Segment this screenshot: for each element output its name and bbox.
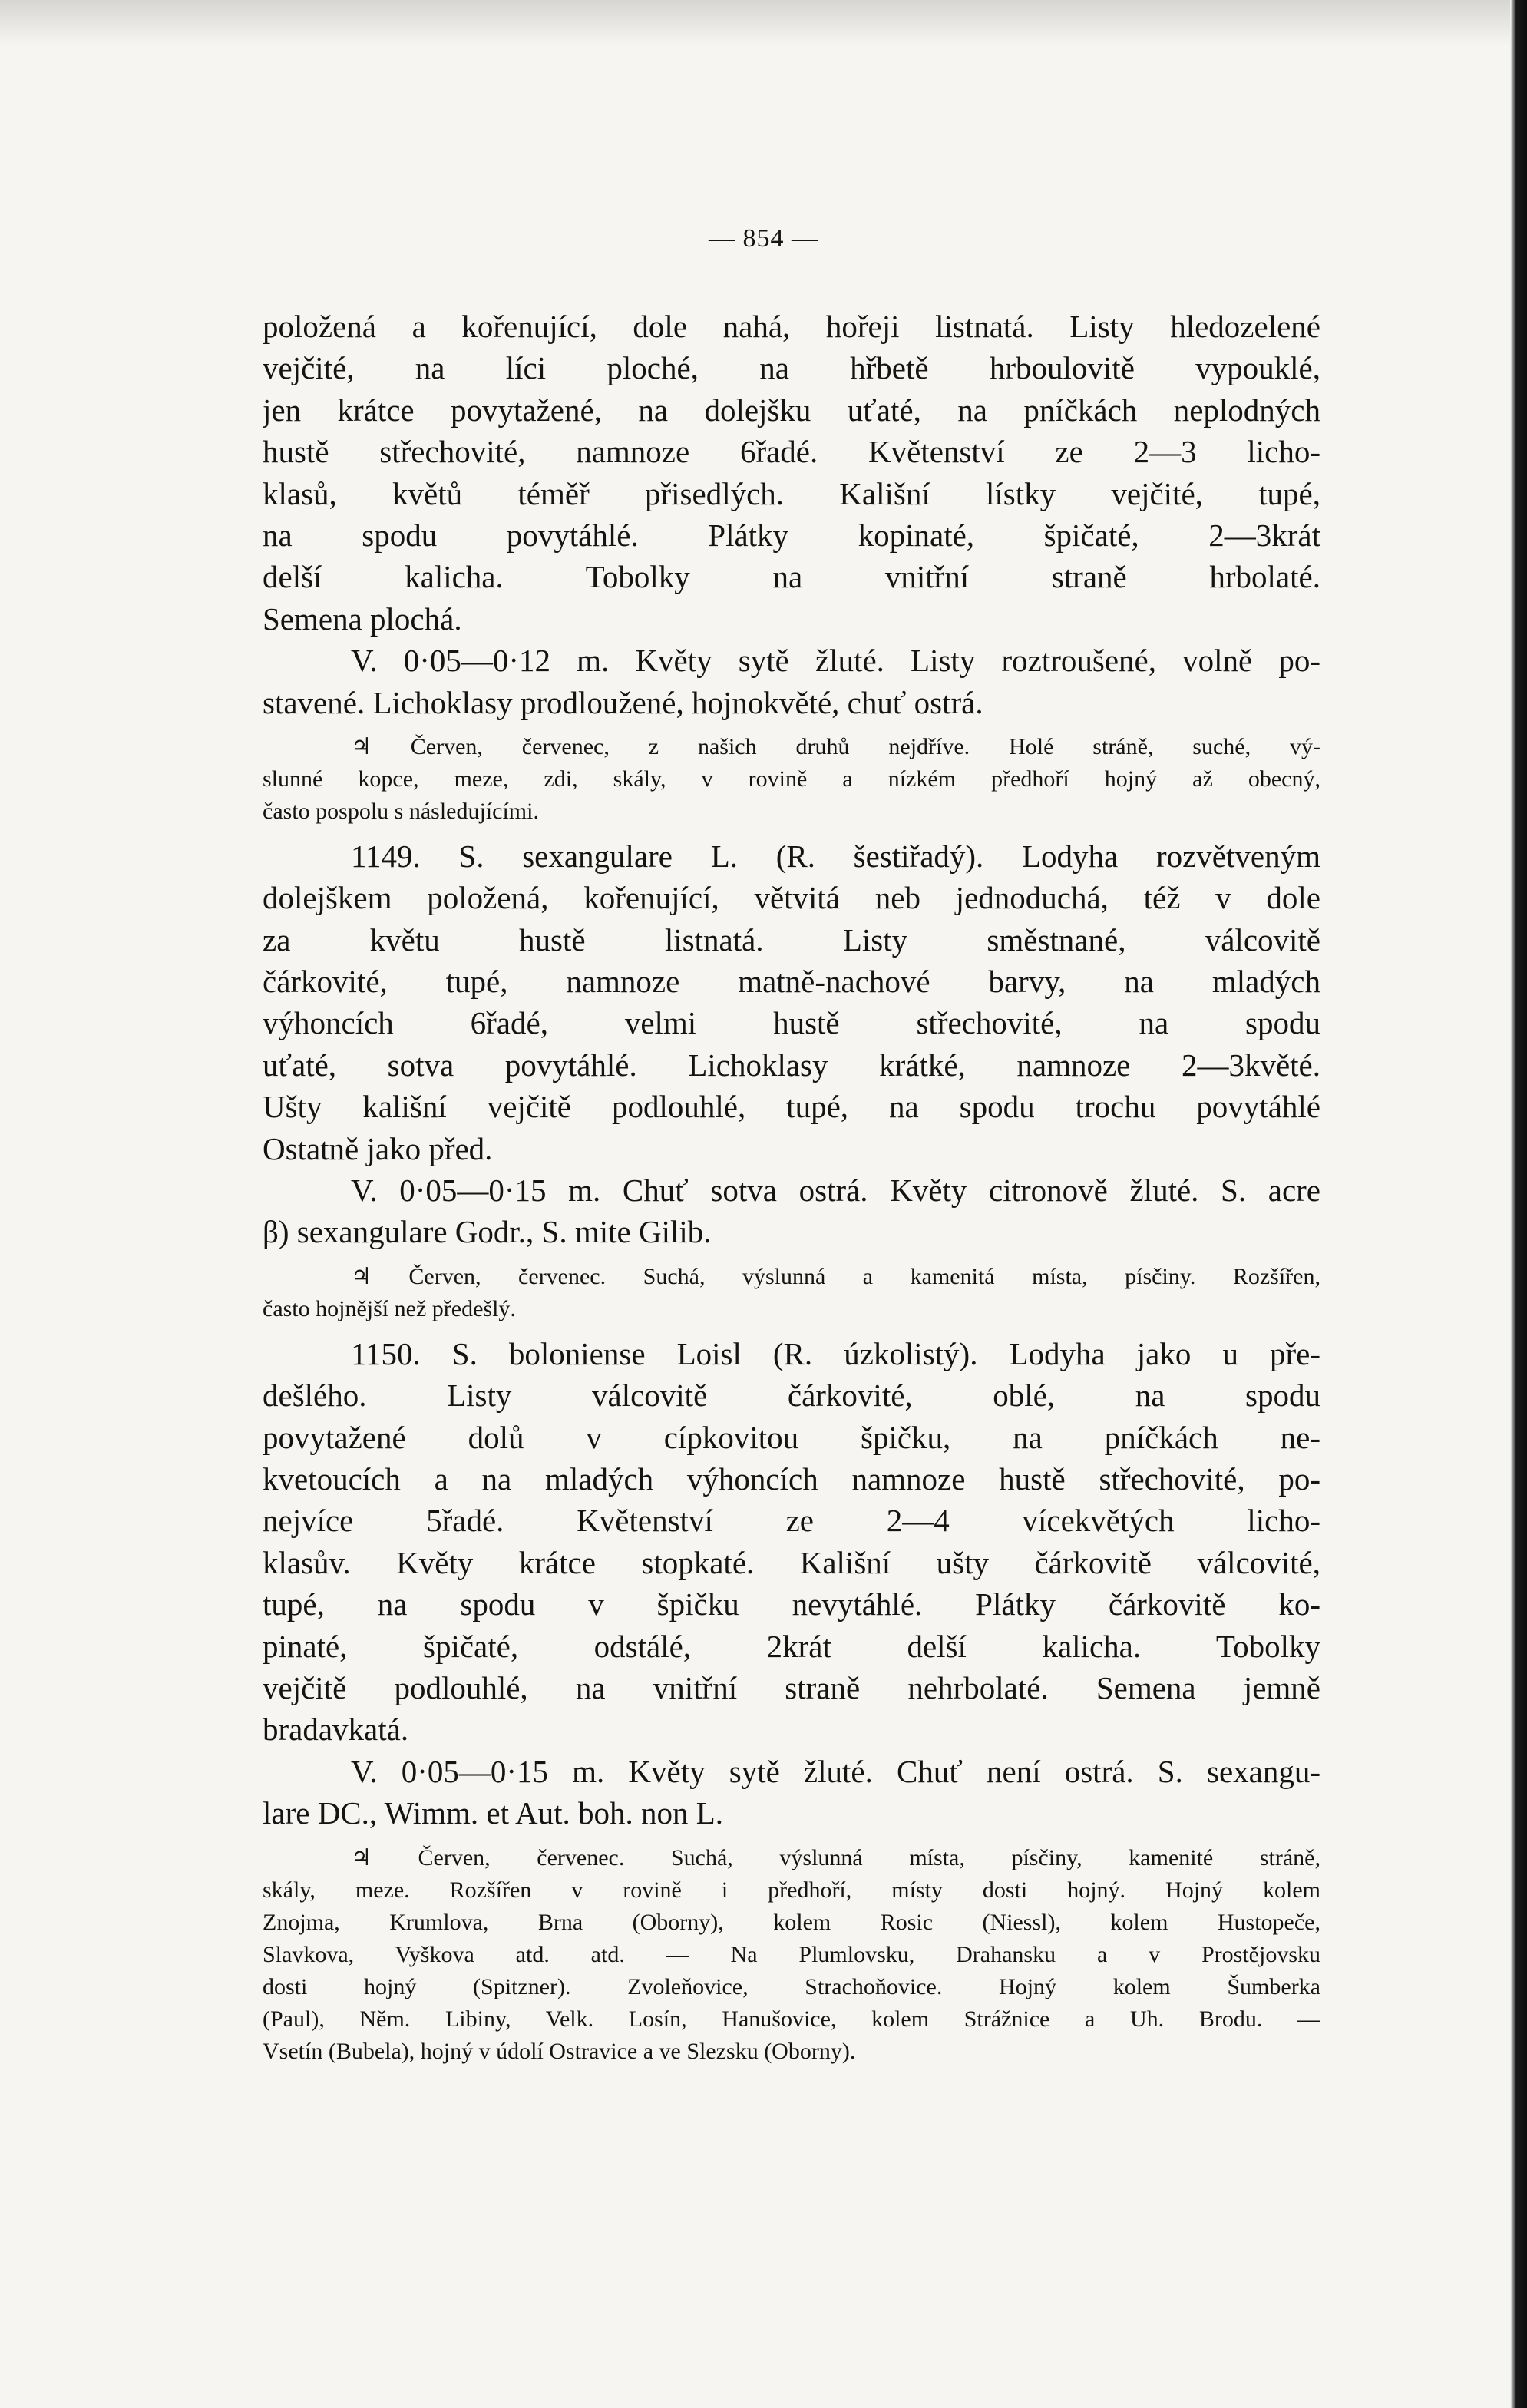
note-line: ♃ Červen, červenec. Suchá, výslunná místa, písčiny, kamenité stráně, — [351, 1844, 1320, 1871]
text-line: nejvíce 5řadé. Květenství ze 2—4 vícekvětých licho- — [263, 1503, 1320, 1539]
note-line: Znojma, Krumlova, Brna (Oborny), kolem Rosic (Niessl), kolem Hustopeče, — [263, 1909, 1320, 1935]
paragraph-gap — [263, 723, 1320, 731]
text-line: dešlého. Listy válcovitě čárkovité, oblé, na spodu — [263, 1378, 1320, 1414]
note-line: dosti hojný (Spitzner). Zvoleňovice, Strachoňovice. Hojný kolem Šumberka — [263, 1973, 1320, 2000]
text-line: povytažené dolů v cípkovitou špičku, na pníčkách ne- — [263, 1419, 1320, 1455]
text-line: Semena plochá. — [263, 600, 462, 637]
text-line: 1150. S. boloniense Loisl (R. úzkolistý). Lodyha jako u pře- — [351, 1335, 1320, 1371]
text-line: dolejškem položená, kořenující, větvitá neb jednoduchá, též v dole — [263, 880, 1320, 916]
text-line: jen krátce povytažené, na dolejšku uťaté, na pníčkách neplodných — [263, 392, 1320, 428]
note-line: Slavkova, Vyškova atd. atd. — Na Plumlovsku, Drahansku a v Prostějovsku — [263, 1941, 1320, 1967]
text-line: Ušty kališní vejčitě podlouhlé, tupé, na spodu trochu povytáhlé — [263, 1089, 1320, 1125]
text-line: pinaté, špičaté, odstálé, 2krát delší kalicha. Tobolky — [263, 1628, 1320, 1664]
text-line: vejčitě podlouhlé, na vnitřní straně nehrbolaté. Semena jemně — [263, 1669, 1320, 1705]
text-line: položená a kořenující, dole nahá, hořeji listnatá. Listy hledozelené — [263, 309, 1320, 344]
page-number: — 854 — — [709, 224, 818, 253]
text-line: V. 0·05—0·12 m. Květy sytě žluté. Listy roztroušené, volně po- — [351, 643, 1320, 679]
text-line: delší kalicha. Tobolky na vnitřní straně hrbolaté. — [263, 559, 1320, 595]
text-line: hustě střechovité, namnoze 6řadé. Květenství ze 2—3 licho- — [263, 434, 1320, 470]
note-line: slunné kopce, meze, zdi, skály, v rovině a nízkém předhoří hojný až obecný, — [263, 766, 1320, 792]
note-line: Vsetín (Bubela), hojný v údolí Ostravice a ve Slezsku (Oborny). — [263, 2038, 856, 2064]
text-line: na spodu povytáhlé. Plátky kopinaté, špičaté, 2—3krát — [263, 517, 1320, 553]
text-body — [263, 306, 1320, 2076]
text-line: V. 0·05—0·15 m. Květy sytě žluté. Chuť není ostrá. S. sexangu- — [351, 1753, 1320, 1789]
text-line: čárkovité, tupé, namnoze matně-nachové barvy, na mladých — [263, 964, 1320, 1000]
scan-shadow-top — [0, 0, 1527, 46]
paragraph-gap — [263, 828, 1320, 835]
text-line: Ostatně jako před. — [263, 1130, 493, 1166]
text-line: lare DC., Wimm. et Aut. boh. non L. — [263, 1795, 724, 1831]
text-line: V. 0·05—0·15 m. Chuť sotva ostrá. Květy citronově žluté. S. acre — [351, 1173, 1320, 1209]
text-line: tupé, na spodu v špičku nevytáhlé. Plátky čárkovitě ko- — [263, 1586, 1320, 1622]
text-line: uťaté, sotva povytáhlé. Lichoklasy krátké, namnoze 2—3květé. — [263, 1047, 1320, 1083]
paragraph-gap — [263, 1253, 1320, 1261]
text-line: klasův. Květy krátce stopkaté. Kališní ušty čárkovitě válcovité, — [263, 1544, 1320, 1580]
paragraph-gap — [263, 2068, 1320, 2076]
text-line: bradavkatá. — [263, 1712, 409, 1748]
text-line: 1149. S. sexangulare L. (R. šestiřadý). Lodyha rozvětveným — [351, 838, 1320, 874]
text-line: stavené. Lichoklasy prodloužené, hojnokvěté, chuť ostrá. — [263, 684, 983, 720]
paragraph-gap — [263, 1325, 1320, 1333]
text-line: za květu hustě listnatá. Listy směstnané, válcovitě — [263, 921, 1320, 958]
text-line: výhoncích 6řadé, velmi hustě střechovité, na spodu — [263, 1005, 1320, 1041]
text-line: kvetoucích a na mladých výhoncích namnoze hustě střechovité, po- — [263, 1460, 1320, 1497]
note-line: ♃ Červen, červenec. Suchá, výslunná a kamenitá místa, písčiny. Rozšířen, — [351, 1263, 1320, 1289]
scan-binding-edge — [1510, 0, 1527, 2408]
note-line: ♃ Červen, červenec, z našich druhů nejdříve. Holé stráně, suché, vý- — [351, 733, 1320, 759]
note-line: (Paul), Něm. Libiny, Velk. Losín, Hanušovice, kolem Strážnice a Uh. Brodu. — — [263, 2006, 1320, 2032]
text-line: β) sexangulare Godr., S. mite Gilib. — [263, 1214, 712, 1250]
paragraph-gap — [263, 1834, 1320, 1842]
note-line: skály, meze. Rozšířen v rovině i předhoří, místy dosti hojný. Hojný kolem — [263, 1877, 1320, 1903]
text-line: vejčité, na líci ploché, na hřbetě hrboulovitě vypouklé, — [263, 350, 1320, 386]
text-line: klasů, květů téměř přisedlých. Kališní lístky vejčité, tupé, — [263, 475, 1320, 511]
note-line: často pospolu s následujícími. — [263, 798, 539, 824]
note-line: často hojnější než předešlý. — [263, 1295, 516, 1321]
